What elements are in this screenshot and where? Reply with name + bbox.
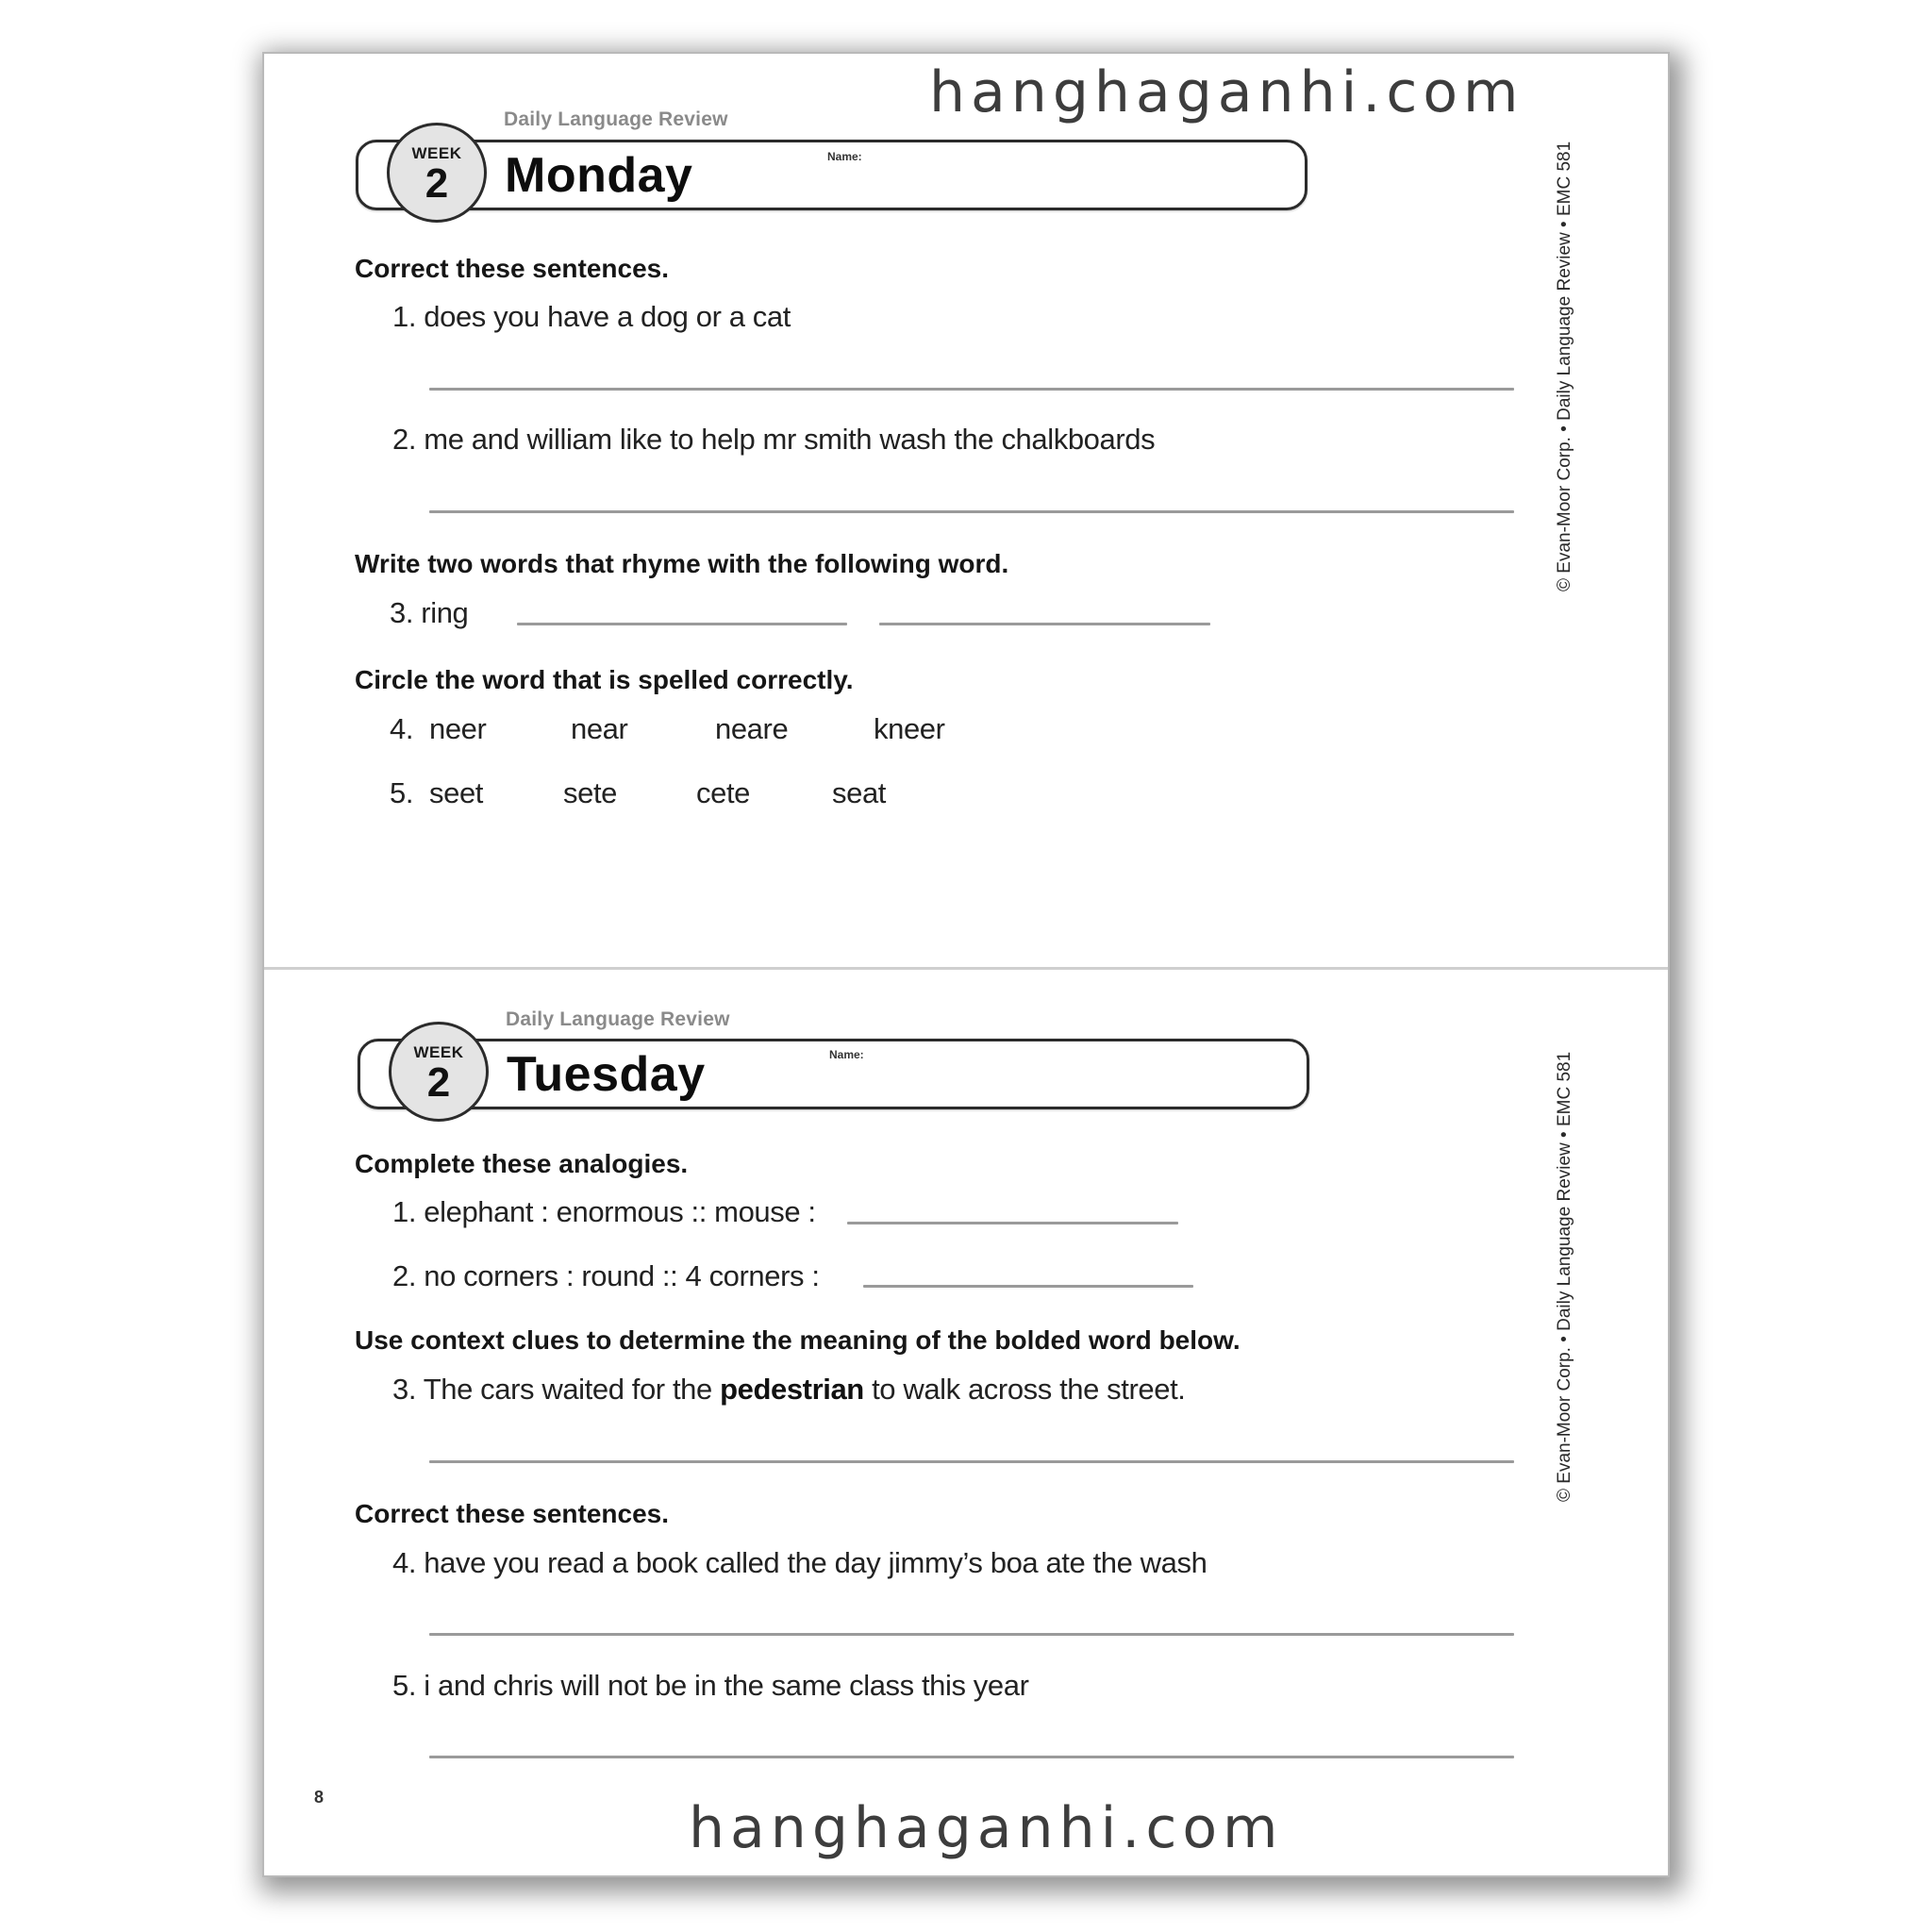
analogy-blank-2[interactable]	[863, 1285, 1193, 1288]
choice-seat[interactable]: seat	[832, 776, 886, 809]
question-text: i and chris will not be in the same class this year	[424, 1669, 1029, 1702]
question-text-after: to walk across the street.	[872, 1373, 1186, 1406]
question-number: 3.	[390, 596, 414, 629]
answer-line-4[interactable]	[429, 1633, 1514, 1636]
question-number: 3.	[392, 1373, 417, 1406]
choice-neare[interactable]: neare	[715, 712, 789, 745]
choice-seet[interactable]: seet	[429, 776, 483, 809]
answer-line-5[interactable]	[429, 1756, 1514, 1758]
instruction-context-clues: Use context clues to determine the meaning of the bolded word below.	[355, 1325, 1241, 1355]
question-text: me and william like to help mr smith wash the chalkboards	[424, 423, 1156, 456]
question-text-before: The cars waited for the	[423, 1373, 712, 1406]
section-divider	[264, 967, 1668, 970]
question-number: 1.	[392, 300, 417, 333]
copyright-text-monday: © Evan-Moor Corp. • Daily Language Review • EMC 581	[1555, 141, 1574, 591]
question-4-correct	[392, 1548, 1207, 1577]
question-text: no corners : round :: 4 corners :	[424, 1259, 820, 1292]
rhyme-blank-1[interactable]	[517, 623, 847, 625]
worksheet-page	[264, 54, 1668, 1875]
question-number: 2.	[392, 423, 417, 456]
choice-near[interactable]: near	[571, 712, 628, 745]
question-text: elephant : enormous :: mouse :	[424, 1195, 816, 1228]
week-label: WEEK	[413, 1042, 464, 1061]
week-number: 2	[425, 159, 449, 207]
question-2	[392, 425, 1155, 454]
series-label-monday: Daily Language Review	[504, 108, 728, 130]
question-5-correct	[392, 1671, 1029, 1700]
question-number: 1.	[392, 1195, 417, 1228]
question-number: 4.	[392, 1546, 417, 1579]
answer-line-3[interactable]	[429, 1460, 1514, 1463]
question-3	[390, 598, 468, 627]
choice-sete[interactable]: sete	[563, 776, 617, 809]
week-badge-tuesday	[389, 1022, 489, 1122]
name-label-monday: Name:	[827, 150, 862, 163]
name-label-tuesday: Name:	[829, 1048, 864, 1061]
choice-kneer[interactable]: kneer	[874, 712, 945, 745]
week-badge-monday	[387, 123, 487, 223]
copyright-text-tuesday: © Evan-Moor Corp. • Daily Language Review • EMC 581	[1555, 1051, 1574, 1502]
rhyme-blank-2[interactable]	[879, 623, 1210, 625]
question-text: does you have a dog or a cat	[424, 300, 791, 333]
watermark-top: hanghaganhi.com	[929, 59, 1524, 125]
question-number: 5.	[392, 1669, 417, 1702]
instruction-rhyme: Write two words that rhyme with the following word.	[355, 549, 1009, 578]
watermark-bottom: hanghaganhi.com	[689, 1795, 1284, 1861]
answer-line-1[interactable]	[429, 388, 1514, 391]
day-title-tuesday: Tuesday	[507, 1047, 706, 1102]
instruction-correct-sentences: Correct these sentences.	[355, 254, 670, 283]
instruction-circle-word: Circle the word that is spelled correctly.	[355, 665, 854, 694]
instruction-correct-sentences-2: Correct these sentences.	[355, 1499, 670, 1528]
day-title-monday: Monday	[505, 148, 693, 203]
answer-line-2[interactable]	[429, 510, 1514, 513]
question-number: 2.	[392, 1259, 417, 1292]
choice-neer[interactable]: neer	[429, 712, 487, 745]
question-text: ring	[421, 596, 469, 629]
week-number: 2	[426, 1058, 451, 1106]
bolded-word: pedestrian	[720, 1373, 864, 1406]
choice-cete[interactable]: cete	[696, 776, 750, 809]
analogy-1	[392, 1197, 816, 1226]
analogy-2	[392, 1261, 820, 1291]
question-3-context	[392, 1374, 1186, 1404]
question-1	[392, 302, 791, 331]
question-text: have you read a book called the day jimmy’s boa ate the wash	[424, 1546, 1208, 1579]
week-label: WEEK	[411, 143, 462, 162]
page-number: 8	[314, 1788, 325, 1807]
analogy-blank-1[interactable]	[847, 1222, 1178, 1224]
series-label-tuesday: Daily Language Review	[506, 1008, 730, 1030]
question-5-number: 5.	[390, 776, 414, 809]
instruction-analogies: Complete these analogies.	[355, 1149, 689, 1178]
question-4-number: 4.	[390, 712, 414, 745]
